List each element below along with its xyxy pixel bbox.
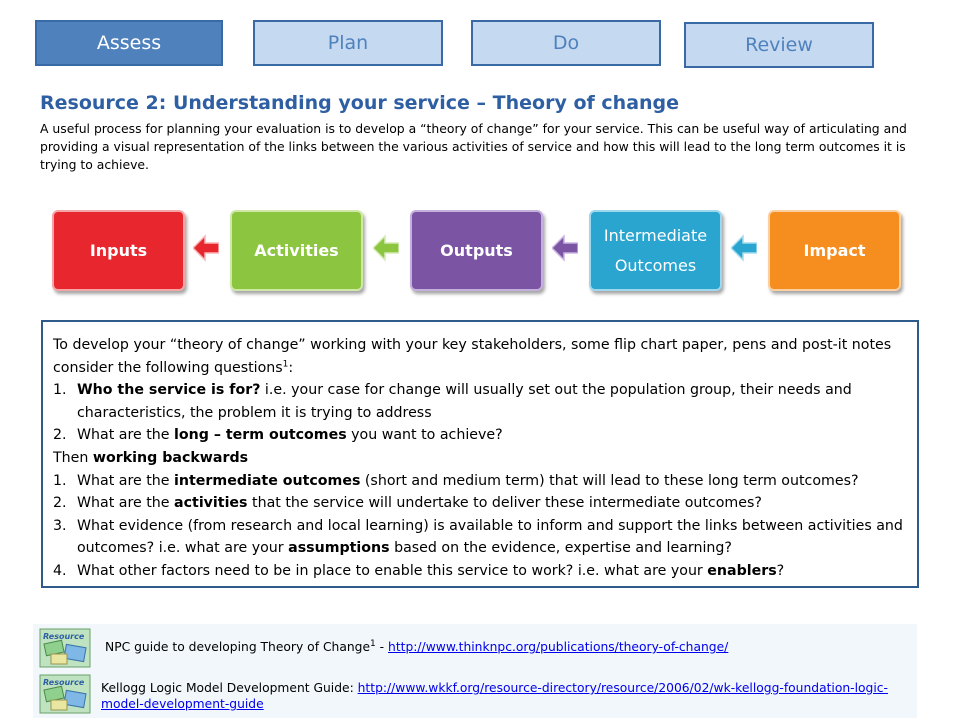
- svg-text:Resource: Resource: [43, 632, 85, 641]
- tab-review-label: Review: [745, 34, 813, 56]
- flow-label-outputs: Outputs: [440, 240, 513, 260]
- flow-label-inputs: Inputs: [89, 240, 148, 260]
- flow-box-activities: [230, 210, 363, 291]
- intro-paragraph: A useful process for planning your evaluation is to develop a “theory of change” for your service. This can be useful way of articulating and providing a visual representation of the links between the various activities of service and how this will lead to the long term outcomes it is trying to achieve.: [40, 121, 907, 172]
- question-item: 2. What are the activities that the service will undertake to deliver these intermediate outcomes?: [53, 495, 762, 512]
- resource-icon: [39, 628, 91, 668]
- resource-icon: [39, 674, 91, 714]
- flow-box-inputs: [52, 210, 185, 291]
- flow-label-activities: Activities: [254, 240, 339, 260]
- page-title: Resource 2: Understanding your service – Theory of change: [40, 92, 680, 114]
- flow-label-intermediate-line1: Intermediate: [603, 225, 708, 245]
- npc-link[interactable]: http://www.thinknpc.org/publications/theory-of-change/: [388, 640, 729, 654]
- flow-label-intermediate-line2: Outcomes: [614, 255, 697, 275]
- question-item: 1. Who the service is for? i.e. your case for change will usually set out the population group, their needs and characteristics, the problem it is trying to address: [53, 382, 852, 421]
- left-arrow-icon: [193, 233, 219, 263]
- references-panel: [33, 624, 917, 718]
- tab-assess-label: Assess: [96, 32, 162, 54]
- question-item: 2. What are the long – term outcomes you want to achieve?: [53, 427, 503, 444]
- question-item: 4. What other factors need to be in place to enable this service to work? i.e. what are your enablers?: [53, 562, 785, 579]
- kellogg-link[interactable]: http://www.wkkf.org/resource-directory/resource/2006/02/wk-kellogg-foundation-logic-model-development-guide: [101, 681, 888, 711]
- questions-intro: To develop your “theory of change” working with your key stakeholders, some flip chart paper, pens and post-it notes consider the following questions$^1$:: [53, 337, 892, 376]
- flow-box-impact: [768, 210, 901, 291]
- tab-plan-label: Plan: [327, 32, 369, 54]
- left-arrow-icon: [373, 233, 399, 263]
- tab-review[interactable]: [684, 22, 874, 68]
- tab-do-label: Do: [552, 32, 580, 54]
- question-item: 1. What are the intermediate outcomes (short and medium term) that will lead to these long term outcomes?: [53, 472, 859, 489]
- left-arrow-icon: [552, 233, 578, 263]
- questions-box: [41, 320, 919, 588]
- tab-do[interactable]: [471, 20, 661, 66]
- question-item: 3. What evidence (from research and local learning) is available to inform and support the links between activities and outcomes? i.e. what are your assumptions based on the evidence, expertise and learning?: [53, 517, 903, 557]
- tab-assess[interactable]: [35, 20, 223, 66]
- flow-label-impact: Impact: [803, 240, 866, 260]
- flow-box-intermediate-outcomes: [589, 210, 722, 291]
- reference-kellogg: Kellogg Logic Model Development Guide: http://www.wkkf.org/resource-directory/resource/2006/02/wk-kellogg-foundation-logic-model-development-guide: [101, 681, 888, 711]
- tab-plan[interactable]: [253, 20, 443, 66]
- reference-npc: NPC guide to developing Theory of Change$^1$ - http://www.thinknpc.org/publications/theory-of-change/: [105, 638, 729, 654]
- svg-text:Resource: Resource: [43, 678, 85, 687]
- working-backwards-heading: Then working backwards: [53, 449, 249, 466]
- flow-box-outputs: [410, 210, 543, 291]
- left-arrow-icon: [731, 233, 757, 263]
